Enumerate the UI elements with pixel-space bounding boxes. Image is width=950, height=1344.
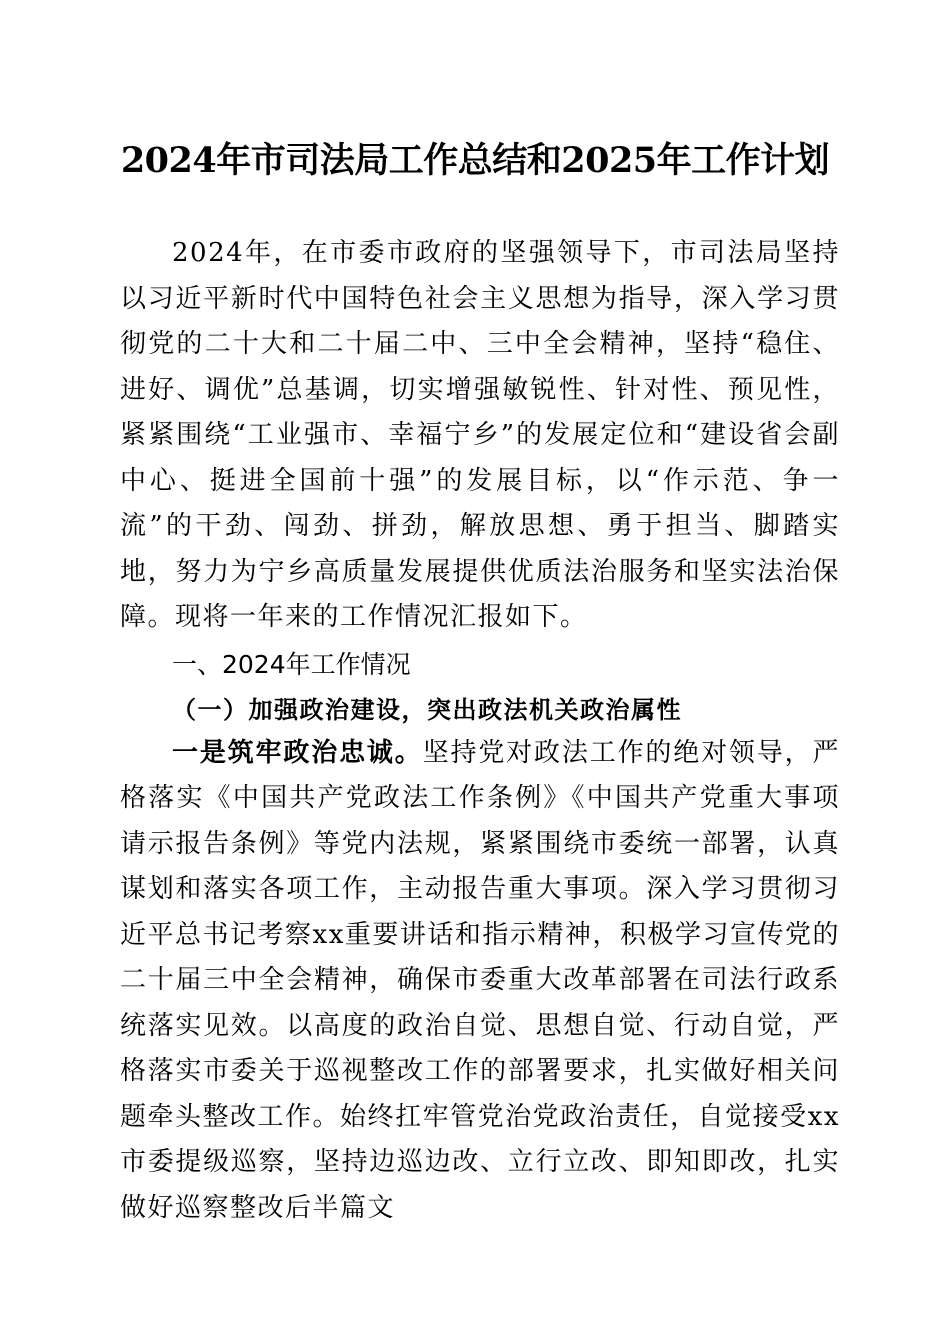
- point-body: 坚持党对政法工作的绝对领导，严格落实《中国共产党政法工作条例》《中国共产党重大事项请示报告条例》等党内法规，紧紧围绕市委统一部署，认真谋划和落实各项工作，主动报告重大事项。深入学习贯彻习近平总书记考察xx重要讲话和指示精神，积极学习宣传党的二十届三中全会精神，确保市委重大改革部署在司法行政系统落实见效。以高度的政治自觉、思想自觉、行动自觉，严格落实市委关于巡视整改工作的部署要求，扎实做好相关问题牵头整改工作。始终扛牢管党治党政治责任，自觉接受xx市委提级巡察，坚持边巡边改、立行立改、即知即改，扎实做好巡察整改后半篇文: [120, 737, 840, 1223]
- point-lead: 一是筑牢政治忠诚。: [172, 737, 423, 768]
- document-title: 2024年市司法局工作总结和2025年工作计划: [120, 140, 830, 181]
- document-body: [120, 231, 840, 1231]
- subsection-heading: （一）加强政治建设，突出政法机关政治属性: [172, 694, 682, 724]
- section-heading: 一、2024年工作情况: [172, 649, 411, 679]
- intro-paragraph: 2024年，在市委市政府的坚强领导下，市司法局坚持以习近平新时代中国特色社会主义思想为指导，深入学习贯彻党的二十大和二十届二中、三中全会精神，坚持“稳住、进好、调优”总基调，切实增强敏锐性、针对性、预见性，紧紧围绕“工业强市、幸福宁乡”的发展定位和“建设省会副中心、挺进全国前十强”的发展目标，以“作示范、争一流”的干劲、闯劲、拼劲，解放思想、勇于担当、脚踏实地，努力为宁乡高质量发展提供优质法治服务和坚实法治保障。现将一年来的工作情况汇报如下。: [120, 238, 840, 632]
- point-paragraph: [120, 731, 840, 1232]
